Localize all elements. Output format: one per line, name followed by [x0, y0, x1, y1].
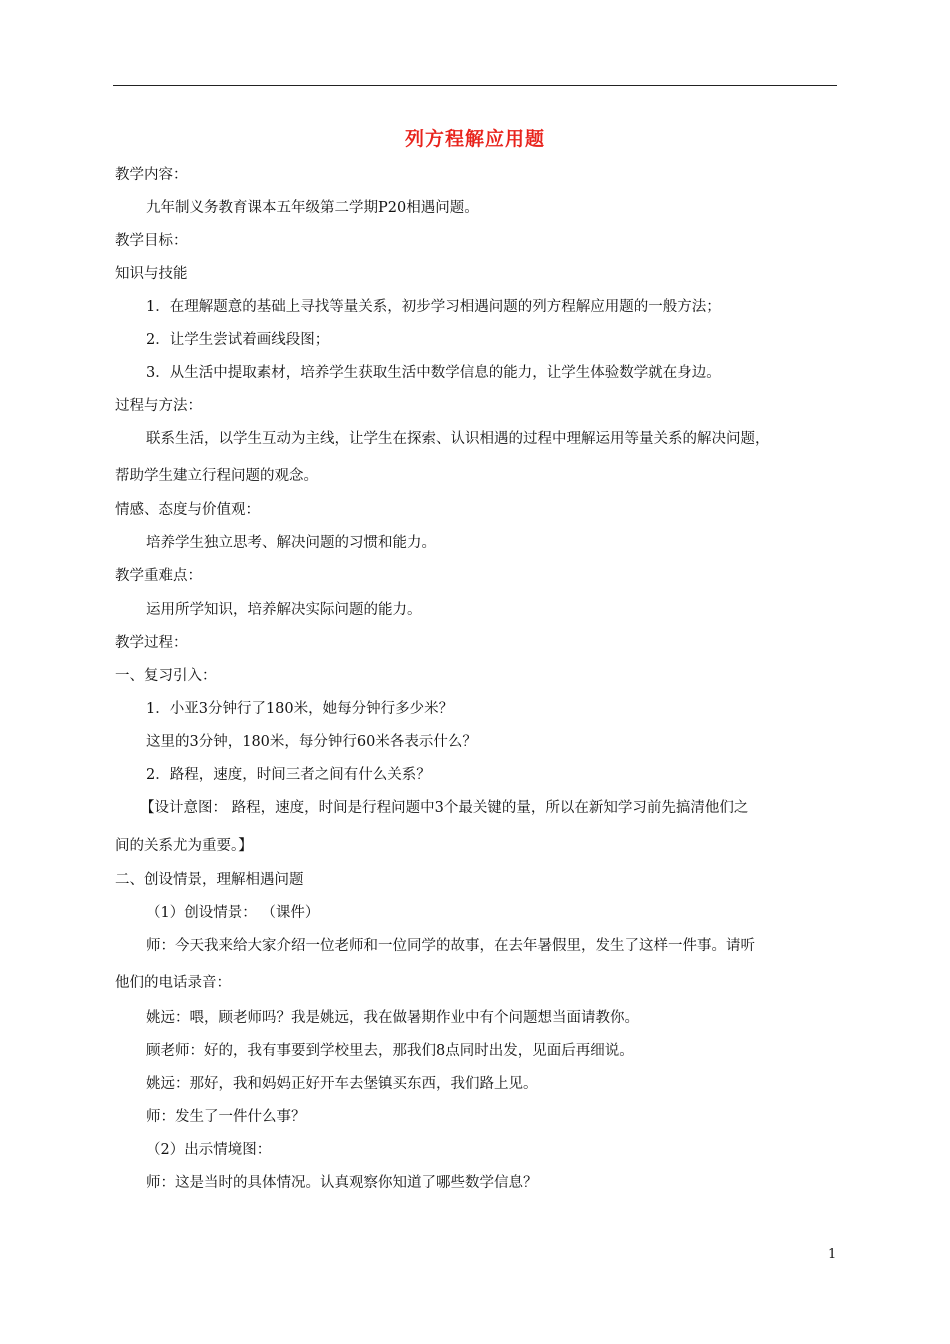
text-line: 过程与方法：	[115, 398, 202, 414]
text-line: 1．小亚3分钟行了180米，她每分钟行多少米？	[146, 701, 454, 717]
text-line: 知识与技能	[115, 266, 188, 282]
text-line: 这里的3分钟，180米，每分钟行60米各表示什么？	[146, 734, 477, 750]
text-line: 1．在理解题意的基础上寻找等量关系，初步学习相遇问题的列方程解应用题的一般方法；	[146, 299, 721, 315]
page-number: 1	[828, 1247, 837, 1262]
text-line: 师：发生了一件什么事？	[146, 1109, 306, 1125]
text-line: 教学目标：	[115, 233, 188, 249]
text-line: 培养学生独立思考、解决问题的习惯和能力。	[146, 535, 436, 551]
text-line: 师：今天我来给大家介绍一位老师和一位同学的故事，在去年暑假里，发生了这样一件事。请听	[146, 938, 755, 954]
text-line: 2．路程，速度，时间三者之间有什么关系？	[146, 767, 431, 783]
text-line: 师：这是当时的具体情况。认真观察你知道了哪些数学信息？	[146, 1175, 538, 1191]
text-line: 二、创设情景，理解相遇问题	[115, 872, 304, 888]
text-line: 联系生活，以学生互动为主线，让学生在探索、认识相遇的过程中理解运用等量关系的解决问题，	[146, 431, 770, 447]
text-line: 姚远：那好，我和妈妈正好开车去堡镇买东西，我们路上见。	[146, 1076, 538, 1092]
text-line: 3．从生活中提取素材，培养学生获取生活中数学信息的能力，让学生体验数学就在身边。	[146, 365, 721, 381]
text-line: 教学内容：	[115, 167, 188, 183]
text-line: 间的关系尤为重要。】	[115, 838, 253, 854]
text-line: 情感、态度与价值观：	[115, 502, 260, 518]
text-line: 教学重难点：	[115, 568, 202, 584]
text-line: （2）出示情境图：	[146, 1142, 272, 1158]
text-line: 【设计意图： 路程，速度，时间是行程问题中3个最关键的量，所以在新知学习前先搞清他们之	[140, 800, 749, 816]
header-rule	[113, 85, 837, 86]
text-line: 帮助学生建立行程问题的观念。	[115, 468, 318, 484]
text-line: 九年制义务教育课本五年级第二学期P20相遇问题。	[146, 200, 479, 216]
text-line: 教学过程：	[115, 635, 188, 651]
text-line: 一、复习引入：	[115, 668, 217, 684]
text-line: 姚远：喂，顾老师吗？我是姚远，我在做暑期作业中有个问题想当面请教你。	[146, 1010, 639, 1026]
text-line: 他们的电话录音：	[115, 975, 231, 991]
text-line: 运用所学知识，培养解决实际问题的能力。	[146, 602, 422, 618]
document-title: 列方程解应用题	[404, 128, 545, 150]
text-line: 2．让学生尝试着画线段图；	[146, 332, 330, 348]
text-line: （1）创设情景： （课件）	[146, 905, 320, 921]
text-line: 顾老师：好的，我有事要到学校里去，那我们8点同时出发，见面后再细说。	[146, 1043, 634, 1059]
